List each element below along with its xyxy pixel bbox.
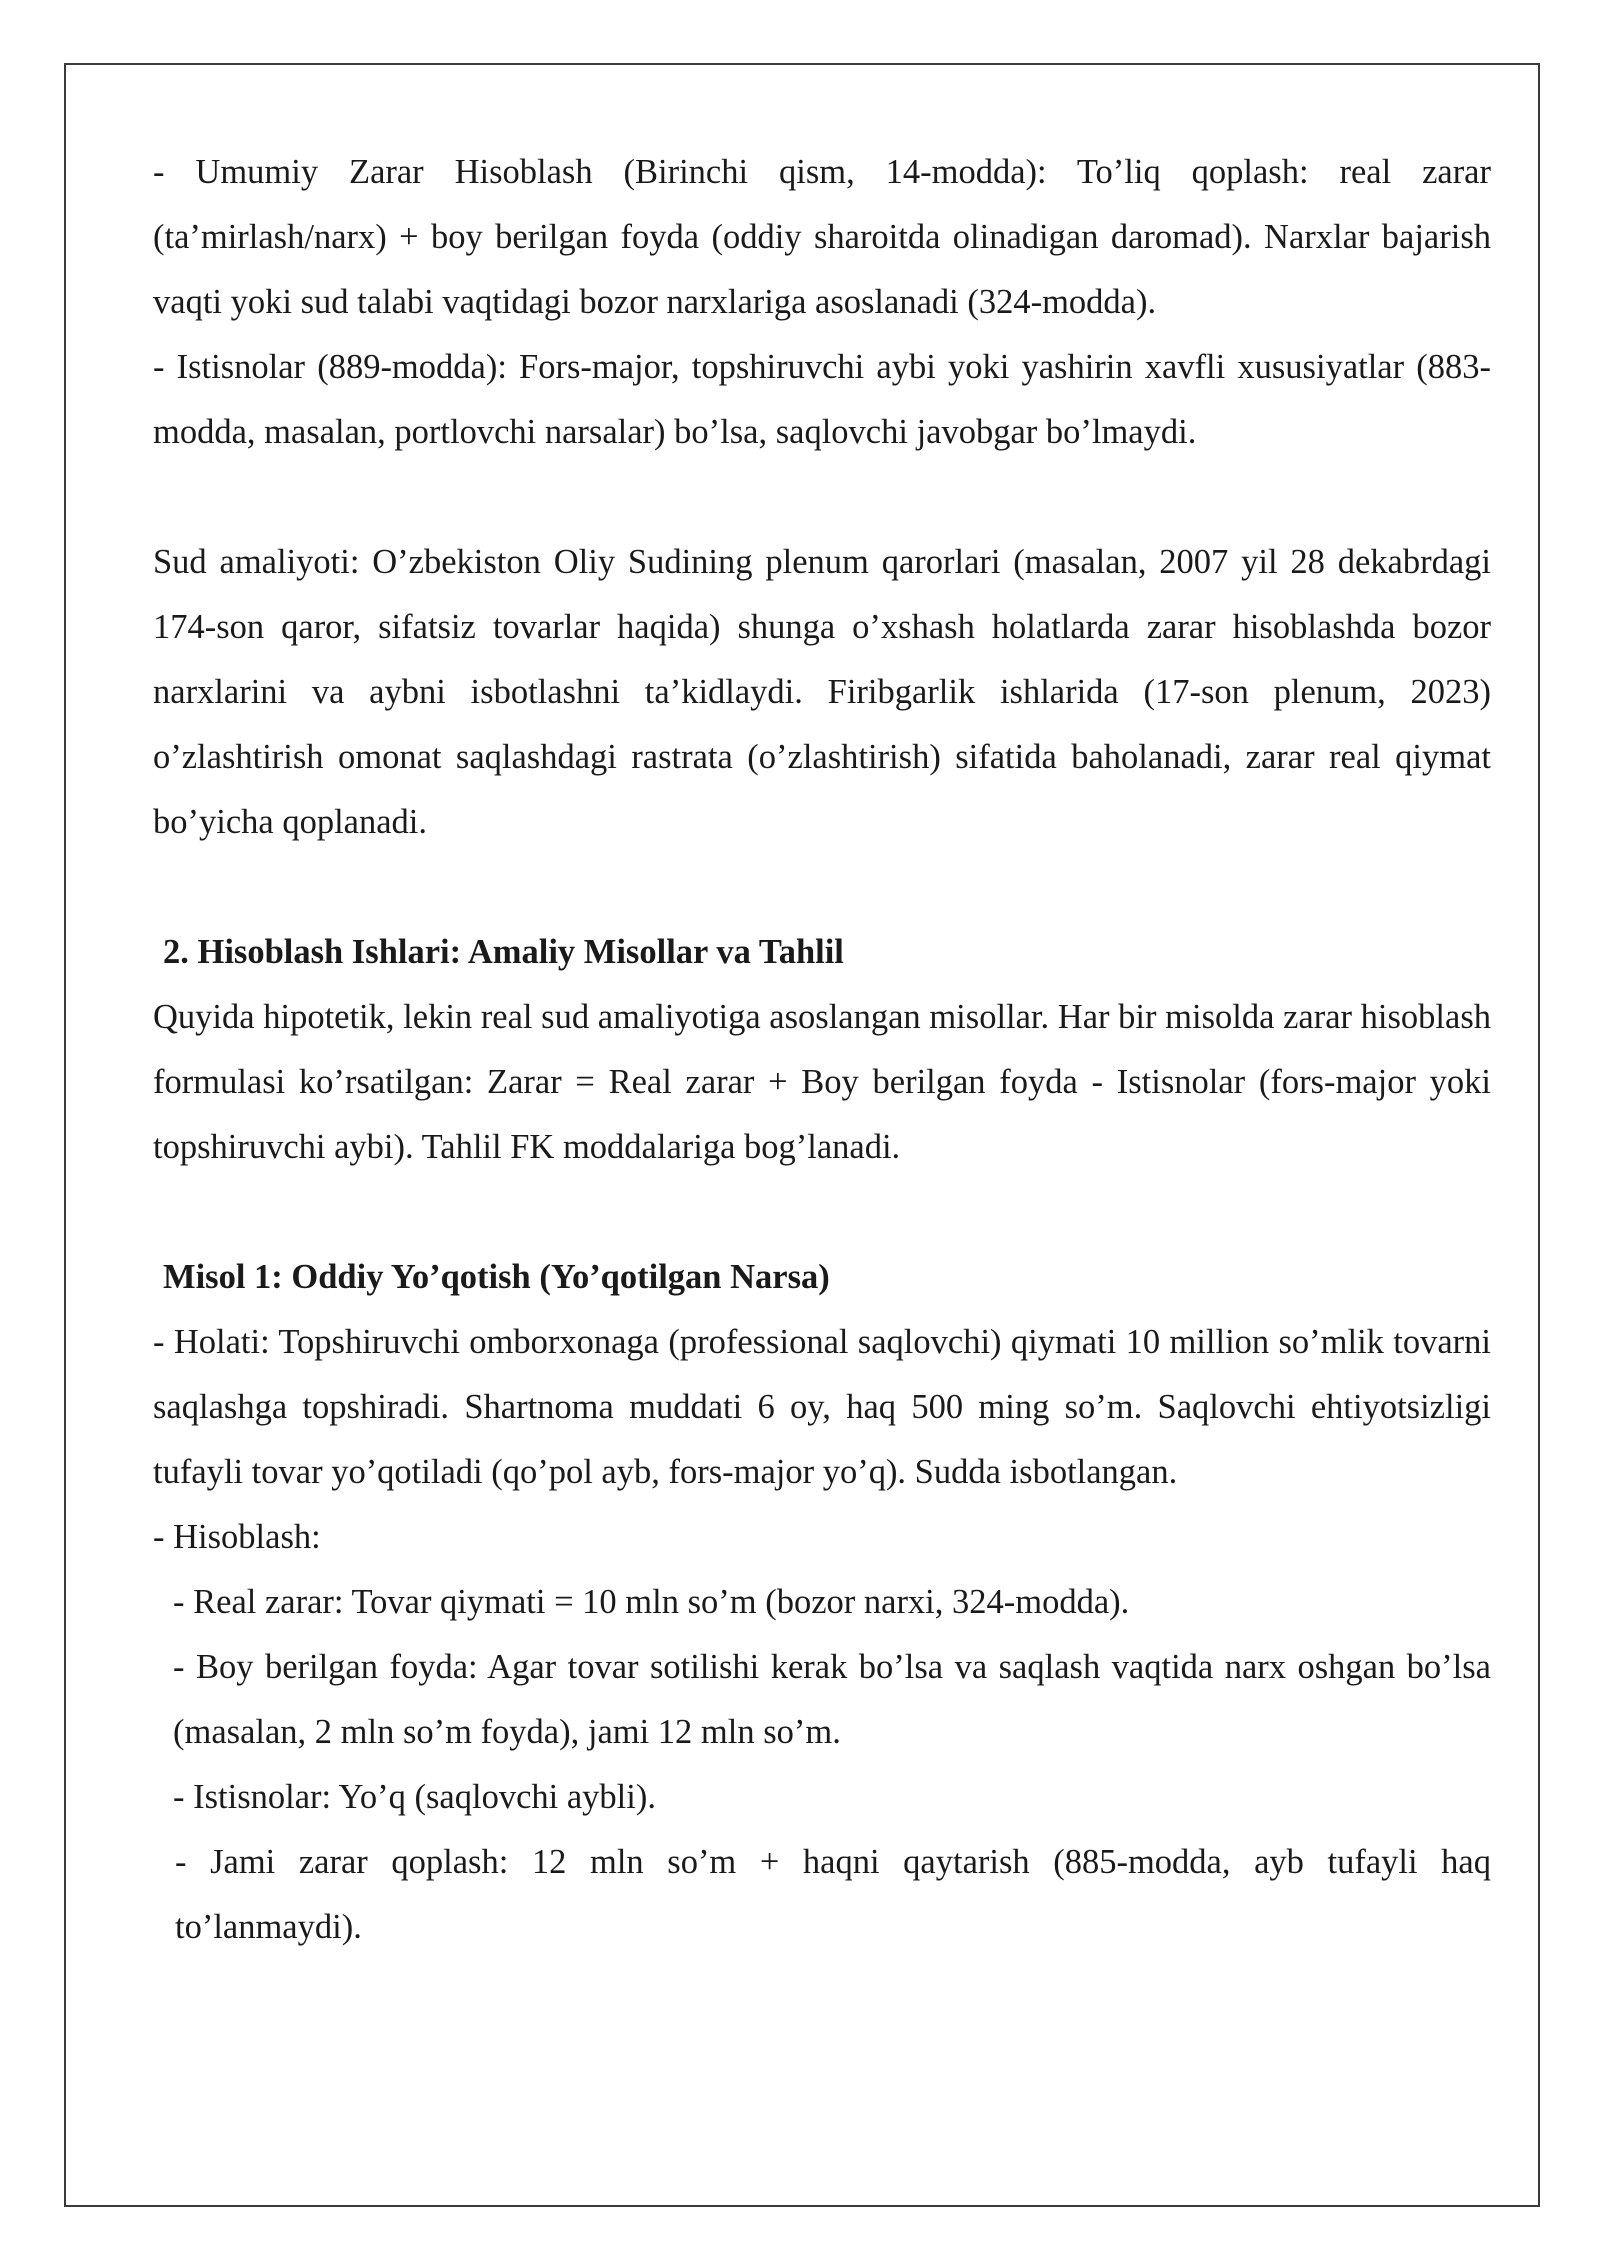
paragraph-general-damage: - Umumiy Zarar Hisoblash (Birinchi qism, 14-modda): To’liq qoplash: real zarar (ta’mirlash/narx) + boy berilgan foyda (oddiy sharoitda olinadigan daromad). Narxlar bajarish vaqti yoki sud talabi vaqtidagi bozor narxlariga asoslanadi (324-modda).: [153, 153, 1491, 321]
blank-line: [153, 1180, 1491, 1245]
list-item-total: - Jami zarar qoplash: 12 mln so’m + haqni qaytarish (885-modda, ayb tufayli haq to’lanmaydi).: [175, 1843, 1491, 1946]
list-item-exceptions: - Istisnolar: Yo’q (saqlovchi aybli).: [173, 1778, 656, 1816]
section-heading: 2. Hisoblash Ishlari: Amaliy Misollar va Tahlil: [163, 933, 844, 971]
paragraph-situation: - Holati: Topshiruvchi omborxonaga (professional saqlovchi) qiymati 10 million so’mlik tovarni saqlashga topshiradi. Shartnoma muddati 6 oy, haq 500 ming so’m. Saqlovchi ehtiyotsizligi tufayli tovar yo’qotiladi (qo’pol ayb, fors-major yo’q). Sudda isbotlangan.: [153, 1323, 1491, 1491]
blank-line: [153, 465, 1491, 530]
paragraph-exceptions: - Istisnolar (889-modda): Fors-major, topshiruvchi aybi yoki yashirin xavfli xususiyatlar (883-modda, masalan, portlovchi narsalar) bo’lsa, saqlovchi javobgar bo’lmaydi.: [153, 348, 1491, 451]
document-body: [153, 140, 1491, 1960]
paragraph-court-practice: Sud amaliyoti: O’zbekiston Oliy Sudining plenum qarorlari (masalan, 2007 yil 28 dekabrdagi 174-son qaror, sifatsiz tovarlar haqida) shunga o’xshash holatlarda zarar hisoblashda bozor narxlarini va aybni isbotlashni ta’kidlaydi. Firibgarlik ishlarida (17-son plenum, 2023) o’zlashtirish omonat saqlashdagi rastrata (o’zlashtirish) sifatida baholanadi, zarar real qiymat bo’yicha qoplanadi.: [153, 543, 1491, 841]
list-item-real-damage: - Real zarar: Tovar qiymati = 10 mln so’m (bozor narxi, 324-modda).: [173, 1583, 1130, 1621]
example-heading: Misol 1: Oddiy Yo’qotish (Yo’qotilgan Narsa): [163, 1258, 830, 1296]
paragraph-intro-examples: Quyida hipotetik, lekin real sud amaliyotiga asoslangan misollar. Har bir misolda zarar hisoblash formulasi ko’rsatilgan: Zarar = Real zarar + Boy berilgan foyda - Istisnolar (fors-major yoki topshiruvchi aybi). Tahlil FK moddalariga bog’lanadi.: [153, 998, 1491, 1166]
list-item-lost-profit: - Boy berilgan foyda: Agar tovar sotilishi kerak bo’lsa va saqlash vaqtida narx oshgan bo’lsa (masalan, 2 mln so’m foyda), jami 12 mln so’m.: [173, 1648, 1491, 1751]
blank-line: [153, 855, 1491, 920]
paragraph-calculation-label: - Hisoblash:: [153, 1518, 321, 1556]
